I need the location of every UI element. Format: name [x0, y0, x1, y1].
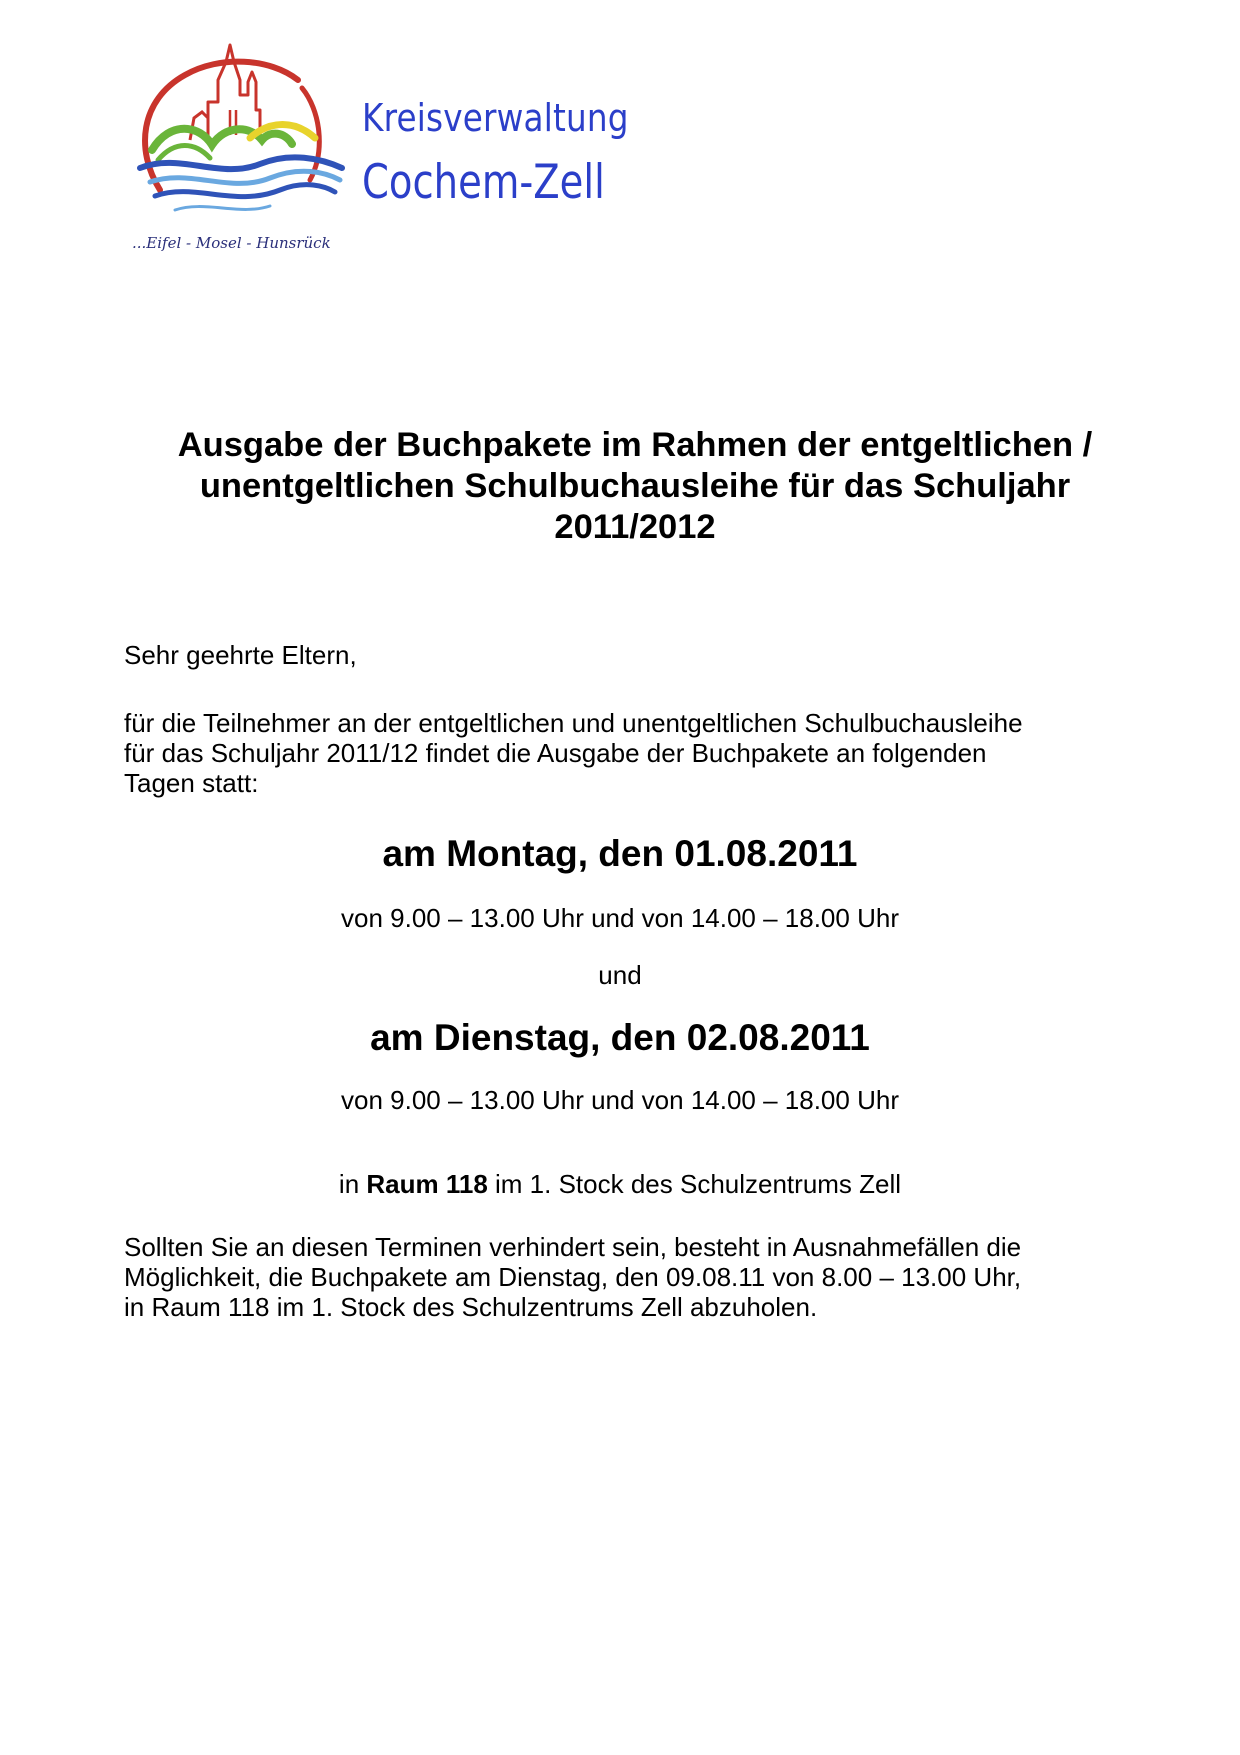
document-title — [120, 425, 1150, 548]
intro-line: für die Teilnehmer an der entgeltlichen und unentgeltlichen Schulbuchausleihe — [124, 708, 1023, 738]
closing-line: in Raum 118 im 1. Stock des Schulzentrums Zell abzuholen. — [124, 1292, 818, 1322]
location-room: Raum 118 — [366, 1169, 488, 1199]
org-name-line1: Kreisverwaltung — [362, 96, 629, 140]
second-date-heading: am Dienstag, den 02.08.2011 — [370, 1017, 870, 1058]
title-line: 2011/2012 — [554, 508, 716, 546]
closing-paragraph — [124, 1232, 1021, 1322]
salutation: Sehr geehrte Eltern, — [124, 640, 357, 670]
second-date-times: von 9.00 – 13.00 Uhr und von 14.00 – 18.00 Uhr — [341, 1085, 899, 1115]
logo-tagline: ...Eifel - Mosel - Hunsrück — [132, 234, 331, 252]
location-suffix: im 1. Stock des Schulzentrums Zell — [487, 1169, 902, 1199]
first-date-times: von 9.00 – 13.00 Uhr und von 14.00 – 18.00 Uhr — [341, 903, 899, 933]
letterhead-logo — [130, 40, 730, 270]
district-emblem-icon — [130, 40, 350, 230]
title-line: unentgeltlichen Schulbuchausleihe für das Schuljahr — [199, 467, 1071, 505]
org-name-line2: Cochem-Zell — [362, 155, 605, 210]
intro-paragraph — [124, 708, 1023, 798]
conjunction-text: und — [598, 960, 642, 990]
intro-line: Tagen statt: — [124, 768, 259, 798]
title-line: Ausgabe der Buchpakete im Rahmen der entgeltlichen / — [177, 426, 1093, 464]
location-line — [0, 1169, 1240, 1199]
location-prefix: in — [338, 1169, 367, 1199]
closing-line: Sollten Sie an diesen Terminen verhindert sein, besteht in Ausnahmefällen die — [124, 1232, 1022, 1262]
intro-line: für das Schuljahr 2011/12 findet die Ausgabe der Buchpakete an folgenden — [124, 738, 987, 768]
closing-line: Möglichkeit, die Buchpakete am Dienstag, den 09.08.11 von 8.00 – 13.00 Uhr, — [124, 1262, 1022, 1292]
first-date-heading: am Montag, den 01.08.2011 — [382, 833, 858, 874]
